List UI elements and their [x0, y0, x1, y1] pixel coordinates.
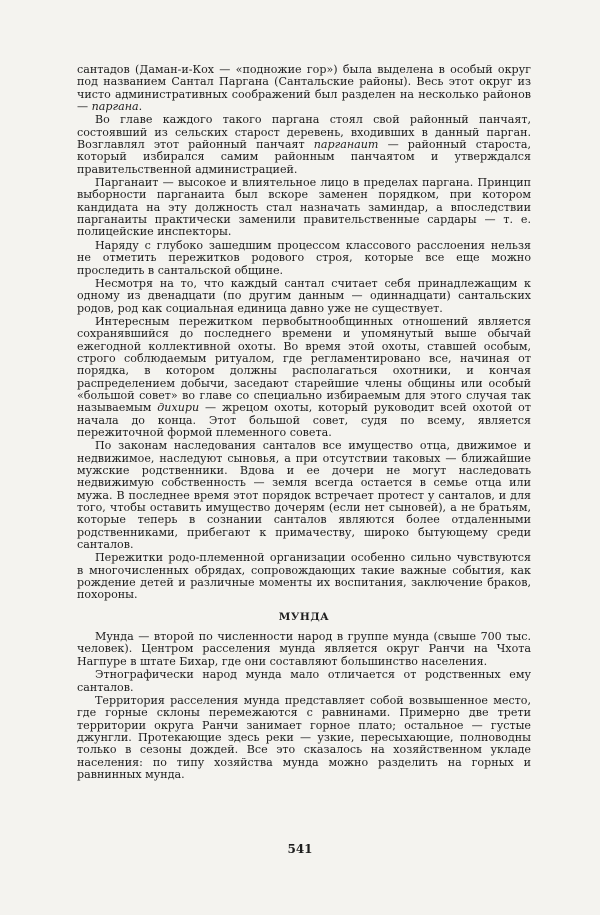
paragraph: Несмотря на то, что каждый сантал считает себя принадлежащим к одному из двенадцати (по другим данным — одиннадцати) сантальских родов, род как социальная единица давно уже не существует.: [77, 276, 531, 315]
paragraph: [77, 64, 531, 113]
italic-term: паргана: [91, 100, 139, 114]
italic-term: дихири: [157, 401, 200, 415]
page-number: 541: [287, 842, 313, 856]
italic-term: парганаит: [313, 138, 379, 152]
paragraph-text: — районный староста, который избирался самим районным панчаятом и утверждался правительственной администрацией.: [77, 138, 531, 176]
paragraph: Мунда — второй по численности народ в группе мунда (свыше 700 тыс. человек). Центром расселения мунда является округ Ранчи на Чхота Нагпуре в штате Бихар, где они составляют большинство населения.: [77, 630, 531, 668]
paragraph-text: — жрецом охоты, который руководит всей охотой от начала до конца. Этот большой совет, судя по всему, является пережиточной формой племенного совета.: [77, 401, 531, 439]
paragraph: [77, 316, 531, 439]
paragraph-text: Интересным пережитком первобытнообщинных отношений является сохранявшийся до последнего времени и упомянутый выше обычай ежегодной коллективной охоты. Во время этой охоты, ставшей особым, строго соблюдаемым ритуалом, где регламентировано все, начиная от порядка, в котором должны располагаться охотники, и кончая распределением добычи, заседают старейшие члены общины или особый «большой совет» во главе со специально избираемым для этого случая так называемым: [77, 314, 531, 415]
paragraph-text: Во главе каждого такого паргана стоял свой районный панчаят, состоявший из сельских старост деревень, входивших в данный парган. Возглавлял этот районный панчаят: [77, 113, 531, 152]
paragraph: Пережитки родо-племенной организации особенно сильно чувствуются в многочисленных обрядах, сопровождающих такие важные события, как рождение детей и различные моменты их воспитания, заключение браков, похороны.: [77, 551, 531, 602]
paragraph: Парганаит — высокое и влиятельное лицо в пределах паргана. Принцип выборности парганаита был вскоре заменен порядком, при котором кандидата на эту должность стал назначать заминдар, а впоследствии парганаиты практически заменили правительственные сардары — т. е. полицейские инспекторы.: [77, 176, 531, 239]
paragraph-text: сантадов (Даман-и-Кох — «подножие гор») была выделена в особый округ под названием Сантал Паргана (Сантальские районы). Весь этот округ из чисто административных соображений был разделен на несколько районов —: [77, 63, 531, 114]
section-heading: МУНДА: [278, 610, 330, 623]
body-text: [77, 64, 531, 782]
paragraph: [77, 114, 531, 176]
paragraph: Территория расселения мунда представляет собой возвышенное место, где горные склоны перемежаются с равнинами. Примерно две трети территории округа Ранчи занимает горное плато; остальное — густые джунгли. Протекающие здесь реки — узкие, пересыхающие, полноводны только в сезоны дождей. Все это сказалось на хозяйственном укладе населения: по типу хозяйства мунда можно разделить на горных и равнинных мунда.: [77, 693, 531, 781]
paragraph-text: .: [138, 100, 143, 114]
paragraph: Этнографически народ мунда мало отличается от родственных ему санталов.: [77, 668, 531, 694]
paragraph: По законам наследования санталов все имущество отца, движимое и недвижимое, наследуют сыновья, а при отсутствии таковых — ближайшие мужские родственники. Вдова и ее дочери не могут наследовать недвижимую собственность — земля всегда остается в семье отца или мужа. В последнее время этот порядок встречает протест у санталов, и для того, чтобы оставить имущество дочерям (если нет сыновей), а не братьям, которые теперь в сознании санталов являются более отдаленными родственниками, прибегают к примачеству, широко бытующему среди санталов.: [77, 439, 531, 552]
paragraph: Наряду с глубоко зашедшим процессом классового расслоения нельзя не отметить пережитков родового строя, которые все еще можно проследить в сантальской общине.: [77, 238, 531, 277]
